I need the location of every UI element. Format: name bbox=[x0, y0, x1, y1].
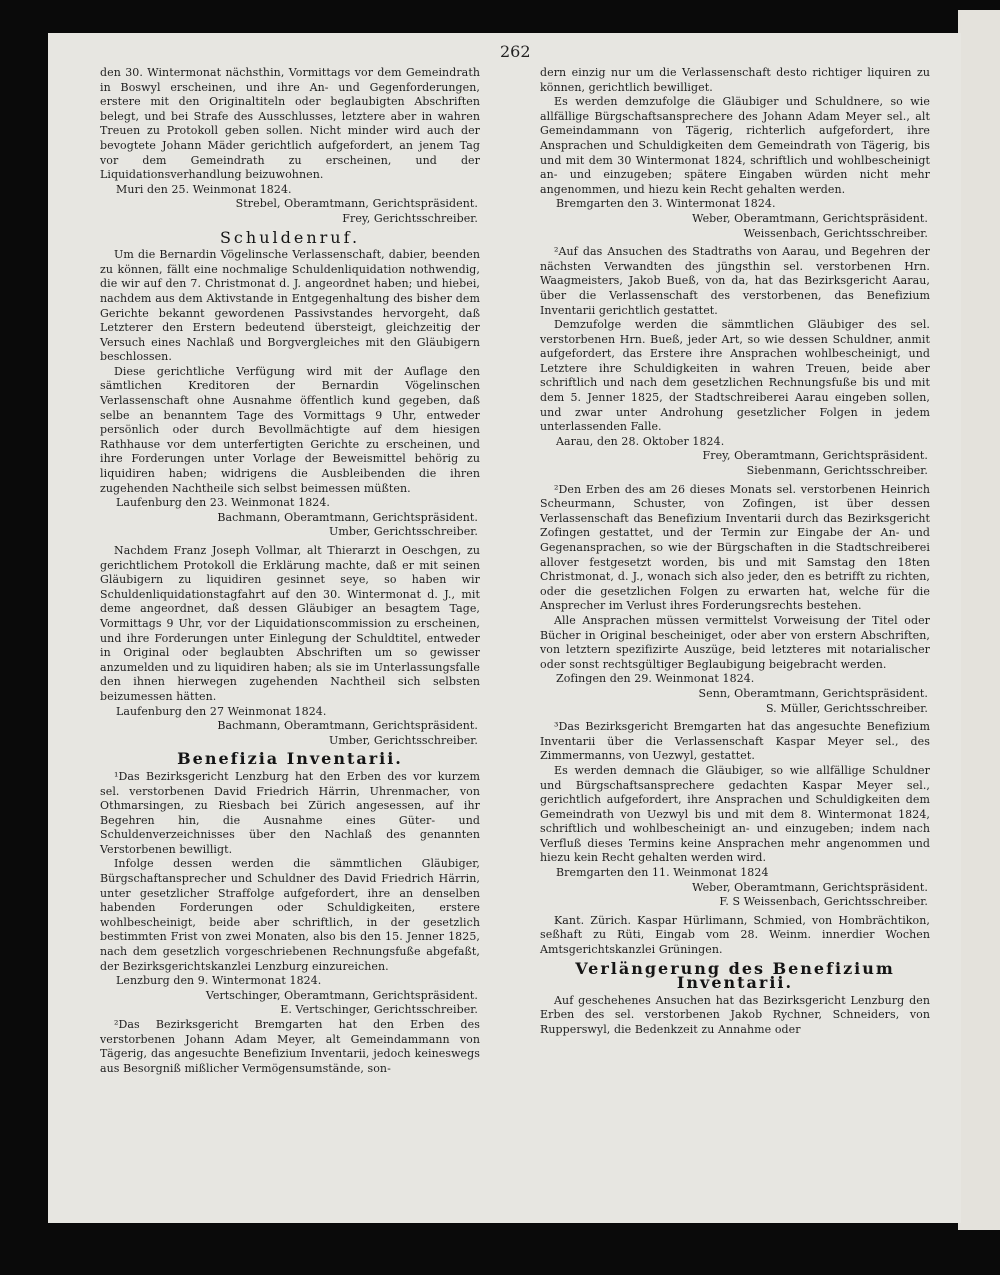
paragraph: Diese gerichtliche Verfügung wird mit der Auflage den sämtlichen Kreditoren der Bernardin Vögelinschen Verlassenschaft ohne Ausnahme öffentlich kund gegeben, daß selbe an benanntem Tage des Vormittags 9 Uhr, entweder persönlich oder durch Bevollmächtigte auf dem hiesigen Rathhause vor dem unterfertigten Gerichte zu erscheinen, und ihre Forderungen unter Vorlage der Beweismittel behörig zu liquidiren haben; widrigens die Ausbleibenden die ihren zugehenden Nachtheile sich selbst beimessen müßten. bbox=[100, 364, 480, 495]
signature: F. S Weissenbach, Gerichtsschreiber. bbox=[719, 895, 928, 909]
date-line: Bremgarten den 11. Weinmonat 1824 bbox=[556, 866, 769, 880]
paragraph: Kant. Zürich. Kaspar Hürlimann, Schmied, von Hombrächtikon, seßhaft zu Rüti, Eingab vom 28. Weinm. innerdier Wochen Amtsgerichtskanzlei Grüningen. bbox=[540, 913, 930, 957]
section-heading: Verlängerung des Benefizium Inventarii. bbox=[575, 958, 895, 993]
paragraph: Nachdem Franz Joseph Vollmar, alt Thierarzt in Oeschgen, zu gerichtlichem Protokoll die Erklärung machte, daß er mit seinen Gläubigern zu liquidiren gesinnet seye, so haben wir Schuldenliquidationstagfahrt auf den 30. Wintermonat d. J., mit deme angeordnet, daß dessen Gläubiger an besagtem Tage, Vormittags 9 Uhr, vor der Liquidationscommission zu erscheinen, und ihre Forderungen unter Einlegung der Schuldtitel, entweder in Original oder beglaubten Abschriften um so gewisser anzumelden und zu liquidiren haben; als sie im Unterlassungsfalle den ihnen hierwegen zugehenden Nachtheil sich selbsten beizumessen hätten. bbox=[100, 544, 480, 703]
signature: Bachmann, Oberamtmann, Gerichtspräsident. bbox=[217, 719, 478, 733]
date-line: Laufenburg den 27 Weinmonat 1824. bbox=[116, 704, 327, 718]
paragraph: Demzufolge werden die sämmtlichen Gläubiger des sel. verstorbenen Hrn. Bueß, jeder Art, so wie dessen Schuldner, anmit aufgefordert, das Erstere ihre Ansprachen wohlbescheinigt, und Letztere ihre Schuldigkeiten in wahren Treuen, beide aber schriftlich und nach dem gesetzlichen Rechnungsfuße bis und mit dem 5. Jenner 1825, der Stadtschreiberei Aarau eingeben sollen, und zwar unter Androhung gesetzlicher Folgen in jedem unterlassenden Falle. bbox=[540, 318, 930, 434]
paragraph: Es werden demzufolge die Gläubiger und Schuldnere, so wie allfällige Bürgschaftsansprechere des Johann Adam Meyer sel., alt Gemeindammann von Tägerig, richterlich aufgefordert, ihre Ansprachen und Schuldigkeiten dem Gemeindrath von Tägerig, bis und mit dem 30 Wintermonat 1824, schriftlich und wohlbescheinigt an- und einzugeben; spätere Eingaben würden nicht mehr angenommen, und hiezu kein Recht gehalten werden. bbox=[540, 95, 930, 196]
page-number: 262 bbox=[500, 42, 531, 61]
paragraph: ²Den Erben des am 26 dieses Monats sel. verstorbenen Heinrich Scheurmann, Schuster, von Zofingen, ist über dessen Verlassenschaft das Benefizium Inventarii durch das Bezirksgericht Zofingen gestattet, und der Termin zur Eingabe der An- und Gegenansprachen, so wie der Bürgschaften in die Stadtschreiberei allover festgesetzt worden, bis und mit Samstag den 18ten Christmonat, d. J., wonach sich also jeder, den es betrifft zu richten, oder die gesetzlichen Folgen zu erwarten hat, welche für die Ansprecher im Verlust ihres Forderungsrechts bestehen. bbox=[540, 482, 930, 613]
paragraph: ²Das Bezirksgericht Bremgarten hat den Erben des verstorbenen Johann Adam Meyer, alt Gemeindammann von Tägerig, das angesuchte Benefizium Inventarii, jedoch keineswegs aus Besorgniß mißlicher Vermögensumstände, son- bbox=[100, 1018, 480, 1075]
signature: Weber, Oberamtmann, Gerichtspräsident. bbox=[692, 211, 928, 225]
signature: Weissenbach, Gerichtsschreiber. bbox=[743, 226, 928, 240]
signature: Umber, Gerichtsschreiber. bbox=[329, 525, 478, 539]
signature: S. Müller, Gerichtsschreiber. bbox=[765, 701, 928, 715]
paragraph: Es werden demnach die Gläubiger, so wie allfällige Schuldner und Bürgschaftsansprechere gedachten Kaspar Meyer sel., gerichtlich aufgefordert, ihre Ansprachen und Schuldigkeiten dem Gemeindrath von Uezwyl bis und mit dem 8. Wintermonat 1824, schriftlich und wohlbescheinigt an- und einzugeben; indem nach Verfluß dieses Termins keine Ansprachen mehr angenommen und hiezu kein Recht gehalten werden wird. bbox=[540, 763, 930, 865]
paragraph: dern einzig nur um die Verlassenschaft desto richtiger liquiren zu können, gerichtlich bewilliget. bbox=[540, 66, 930, 94]
date-line: Aarau, den 28. Oktober 1824. bbox=[556, 434, 725, 448]
signature: Strebel, Oberamtmann, Gerichtspräsident. bbox=[235, 197, 478, 211]
signature: E. Vertschinger, Gerichtsschreiber. bbox=[280, 1003, 478, 1017]
paragraph: Um die Bernardin Vögelinsche Verlassenschaft, dabier, beenden zu können, fällt eine nochmalige Schuldenliquidation nothwendig, die wir auf den 7. Christmonat d. J. angeordnet haben; und hiebei, nachdem aus dem Aktivstande in Entgegenhaltung des bisher dem Gerichte bekannt gewordenen Passivstandes hervorgeht, daß Letzterer den Erstern bedeutend übersteigt, gleichzeitig der Versuch eines Nachlaß und Borgvergleiches mit den Gläubigern beschlossen. bbox=[100, 248, 480, 364]
signature: Frey, Gerichtsschreiber. bbox=[342, 211, 478, 225]
paragraph: ¹Das Bezirksgericht Lenzburg hat den Erben des vor kurzem sel. verstorbenen David Friedrich Härrin, Uhrenmacher, von Othmarsingen, zu Riesbach bei Zürich angesessen, auf ihr Begehren hin, die Ausnahme eines Güter- und Schuldenverzeichnisses über den Nachlaß des genannten Verstorbenen bewilligt. bbox=[100, 769, 480, 856]
right-column bbox=[540, 66, 930, 1038]
paragraph: Auf geschehenes Ansuchen hat das Bezirksgericht Lenzburg den Erben des sel. verstorbenen Jakob Rychner, Schneiders, von Rupperswyl, die Bedenkzeit zu Annahme oder bbox=[540, 993, 930, 1036]
signature: Frey, Oberamtmann, Gerichtspräsident. bbox=[702, 449, 928, 463]
left-column bbox=[100, 66, 480, 1076]
signature: Bachmann, Oberamtmann, Gerichtspräsident. bbox=[217, 510, 478, 524]
signature: Vertschinger, Oberamtmann, Gerichtspräsident. bbox=[205, 988, 478, 1002]
date-line: Zofingen den 29. Weinmonat 1824. bbox=[556, 672, 755, 686]
paragraph: ³Das Bezirksgericht Bremgarten hat das angesuchte Benefizium Inventarii über die Verlassenschaft Kaspar Meyer sel., des Zimmermanns, von Uezwyl, gestattet. bbox=[540, 720, 930, 763]
signature: Senn, Oberamtmann, Gerichtspräsident. bbox=[698, 686, 928, 700]
signature: Siebenmann, Gerichtsschreiber. bbox=[746, 464, 928, 478]
paragraph: den 30. Wintermonat nächsthin, Vormittags vor dem Gemeindrath in Boswyl erscheinen, und ihre An- und Gegenforderungen, erstere mit den Originaltiteln oder beglaubigten Abschriften belegt, und bei Strafe des Ausschlusses, letztere aber in wahren Treuen zu Protokoll geben sollen. Nicht minder wird auch der bevogtete Johann Mäder gerichtlich aufgefordert, an jenem Tag vor dem Gemeindrath zu erscheinen, und der Liquidationsverhandlung beizuwohnen. bbox=[100, 66, 480, 182]
signature: Umber, Gerichtsschreiber. bbox=[329, 733, 478, 747]
signature: Weber, Oberamtmann, Gerichtspräsident. bbox=[692, 880, 928, 894]
facing-page-edge bbox=[958, 10, 1000, 1230]
paragraph: ²Auf das Ansuchen des Stadtraths von Aarau, und Begehren der nächsten Verwandten des jüngsthin sel. verstorbenen Hrn. Waagmeisters, Jakob Bueß, von da, hat das Bezirksgericht Aarau, über die Verlassenschaft des verstorbenen, das Benefizium Inventarii gerichtlich gestattet. bbox=[540, 245, 930, 317]
date-line: Lenzburg den 9. Wintermonat 1824. bbox=[116, 974, 322, 988]
date-line: Laufenburg den 23. Weinmonat 1824. bbox=[116, 496, 331, 510]
section-heading: Schuldenruf. bbox=[219, 227, 361, 247]
date-line: Bremgarten den 3. Wintermonat 1824. bbox=[556, 197, 776, 211]
paragraph: Alle Ansprachen müssen vermittelst Vorweisung der Titel oder Bücher in Original bescheiniget, oder aber von erstern Abschriften, von letztern spezifizirte Auszüge, beid letzteres mit notarialischer oder sonst rechtsgültiger Beglaubigung beigebracht werden. bbox=[540, 613, 930, 671]
paragraph: Infolge dessen werden die sämmtlichen Gläubiger, Bürgschaftansprecher und Schuldner des David Friedrich Härrin, unter gesetzlicher Straffolge aufgefordert, ihre an denselben habenden Forderungen oder Schuldigkeiten, erstere wohlbescheinigt, beide aber schriftlich, in der gesetzlich bestimmten Frist von zwei Monaten, also bis den 15. Jenner 1825, nach dem gesetzlich vorgeschriebenen Rechnungsfuße abgefaßt, der Bezirksgerichtskanzlei Lenzburg einzureichen. bbox=[100, 857, 480, 973]
date-line: Muri den 25. Weinmonat 1824. bbox=[116, 182, 292, 196]
section-heading: Benefizia Inventarii. bbox=[177, 749, 403, 769]
